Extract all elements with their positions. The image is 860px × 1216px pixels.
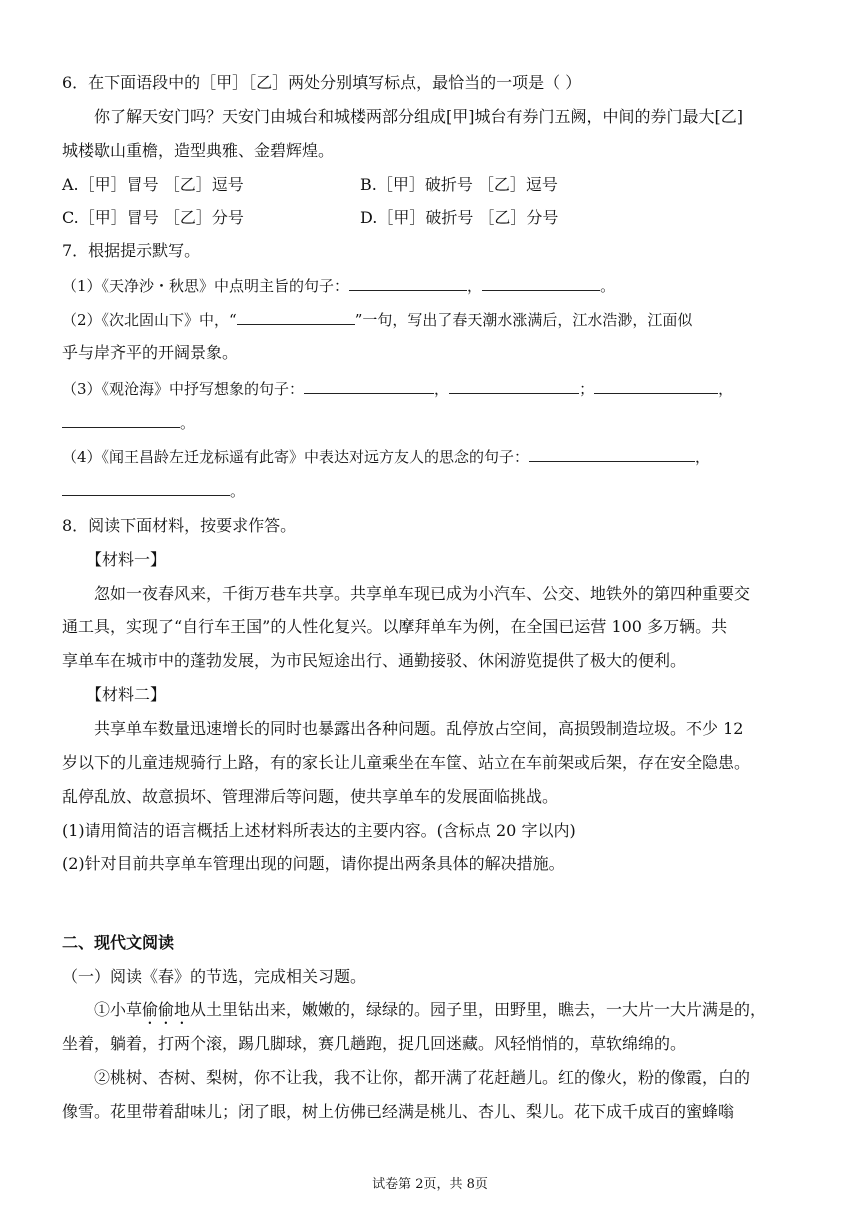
paragraph-text: ①小草 — [94, 1000, 143, 1019]
punct-period: 。 — [180, 414, 196, 432]
q7-sub2-text: ”一句，写出了春天潮水涨满后，江水浩渺，江面似 — [354, 311, 693, 329]
q6-option-c[interactable]: C.［甲］冒号 ［乙］分号 — [62, 208, 244, 227]
material-2-line: 乱停乱放、故意损坏、管理滞后等问题，使共享单车的发展面临挑战。 — [62, 787, 559, 806]
q8-sub1: (1)请用简洁的语言概括上述材料所表达的主要内容。(含标点 20 字以内) — [62, 821, 576, 840]
answer-blank[interactable] — [594, 378, 718, 394]
answer-blank[interactable] — [529, 446, 695, 462]
material-2-line: 共享单车数量迅速增长的同时也暴露出各种问题。乱停放占空间，高损毁制造垃圾。不少 12 — [94, 719, 744, 738]
answer-blank[interactable] — [482, 275, 600, 291]
answer-blank[interactable] — [304, 378, 434, 394]
q8-sub2: (2)针对目前共享单车管理出现的问题，请你提出两条具体的解决措施。 — [62, 854, 565, 873]
punct-comma: ， — [434, 380, 450, 398]
q6-option-d[interactable]: D.［甲］破折号 ［乙］分号 — [360, 208, 559, 227]
reading-paragraph-2: ②桃树、杏树、梨树，你不让我，我不让你，都开满了花赶趟儿。红的像火，粉的像霞，白的 — [94, 1068, 751, 1087]
q7-sub4-line2 — [62, 480, 245, 502]
q7-sub1 — [62, 275, 615, 297]
answer-blank[interactable] — [62, 480, 230, 496]
punct-semicolon: ； — [579, 380, 595, 398]
q6-stem: 6．在下面语段中的［甲］［乙］两处分别填写标点，最恰当的一项是（ ） — [62, 73, 582, 92]
material-1-line: 忽如一夜春风来，千街万巷车共享。共享单车现已成为小汽车、公交、地铁外的第四种重要交 — [94, 584, 751, 603]
q8-stem: 8．阅读下面材料，按要求作答。 — [62, 516, 297, 535]
q7-sub3-line2 — [62, 412, 195, 434]
material-2-line: 岁以下的儿童违规骑行上路，有的家长让儿童乘坐在车筐、站立在车前架或后架，存在安全隐患。 — [62, 753, 751, 772]
answer-blank[interactable] — [62, 412, 180, 428]
q6-options-row1 — [62, 174, 558, 196]
q6-option-a[interactable]: A.［甲］冒号 ［乙］逗号 — [62, 175, 244, 194]
dotted-emphasis-word: 偷偷地 — [142, 1000, 191, 1019]
paragraph-text: 从土里钻出来，嫩嫩的，绿绿的。园子里，田野里，瞧去，一大片一大片满是的， — [190, 1000, 767, 1019]
q7-sub2-prompt: （2）《次北固山下》中，“ — [62, 311, 237, 329]
reading-paragraph-1 — [94, 999, 766, 1028]
q7-stem: 7．根据提示默写。 — [62, 241, 201, 260]
q7-sub2-line2: 乎与岸齐平的开阔景象。 — [62, 343, 239, 362]
material-1-line: 通工具，实现了“自行车王国”的人性化复兴。以摩拜单车为例，在全国已运营 100 多万辆。共 — [62, 617, 728, 636]
punct-comma: ， — [718, 380, 734, 398]
q6-passage-line2: 城楼歇山重檐，造型典雅、金碧辉煌。 — [62, 141, 335, 160]
section-2-part-1: （一）阅读《春》的节选，完成相关习题。 — [62, 967, 367, 986]
page-footer: 试卷第 2页，共 8页 — [372, 1177, 488, 1192]
q6-option-b[interactable]: B.［甲］破折号 ［乙］逗号 — [360, 175, 558, 194]
q7-sub2 — [62, 309, 692, 331]
punct-comma: ， — [695, 448, 711, 466]
q7-sub3 — [62, 378, 733, 400]
q7-sub3-prompt: （3）《观沧海》中抒写想象的句子： — [62, 380, 305, 398]
q7-sub4-prompt: （4）《闻王昌龄左迁龙标遥有此寄》中表达对远方友人的思念的句子： — [62, 448, 530, 466]
punct-period: 。 — [600, 277, 616, 295]
material-2-title: 【材料二】 — [86, 685, 167, 704]
q6-options-row2 — [62, 207, 558, 229]
q7-sub1-prompt: （1）《天净沙・秋思》中点明主旨的句子： — [62, 277, 350, 295]
q7-sub4 — [62, 446, 710, 468]
q6-passage-line1: 你了解天安门吗？天安门由城台和城楼两部分组成[甲]城台有券门五阙，中间的券门最大[乙] — [94, 107, 743, 126]
section-2-title: 二、现代文阅读 — [62, 933, 175, 952]
reading-paragraph-1-line2: 坐着，躺着，打两个滚，踢几脚球，赛几趟跑，捉几回迷藏。风轻悄悄的，草软绵绵的。 — [62, 1034, 687, 1053]
answer-blank[interactable] — [237, 309, 355, 325]
punct-period: 。 — [230, 482, 246, 500]
material-1-line: 享单车在城市中的蓬勃发展，为市民短途出行、通勤接驳、休闲游览提供了极大的便利。 — [62, 651, 687, 670]
punct-comma: ， — [467, 277, 483, 295]
material-1-title: 【材料一】 — [86, 550, 167, 569]
answer-blank[interactable] — [349, 275, 467, 291]
reading-paragraph-2-line2: 像雪。花里带着甜味儿；闭了眼，树上仿佛已经满是桃儿、杏儿、梨儿。花下成千成百的蜜蜂嗡 — [62, 1102, 735, 1121]
answer-blank[interactable] — [449, 378, 579, 394]
